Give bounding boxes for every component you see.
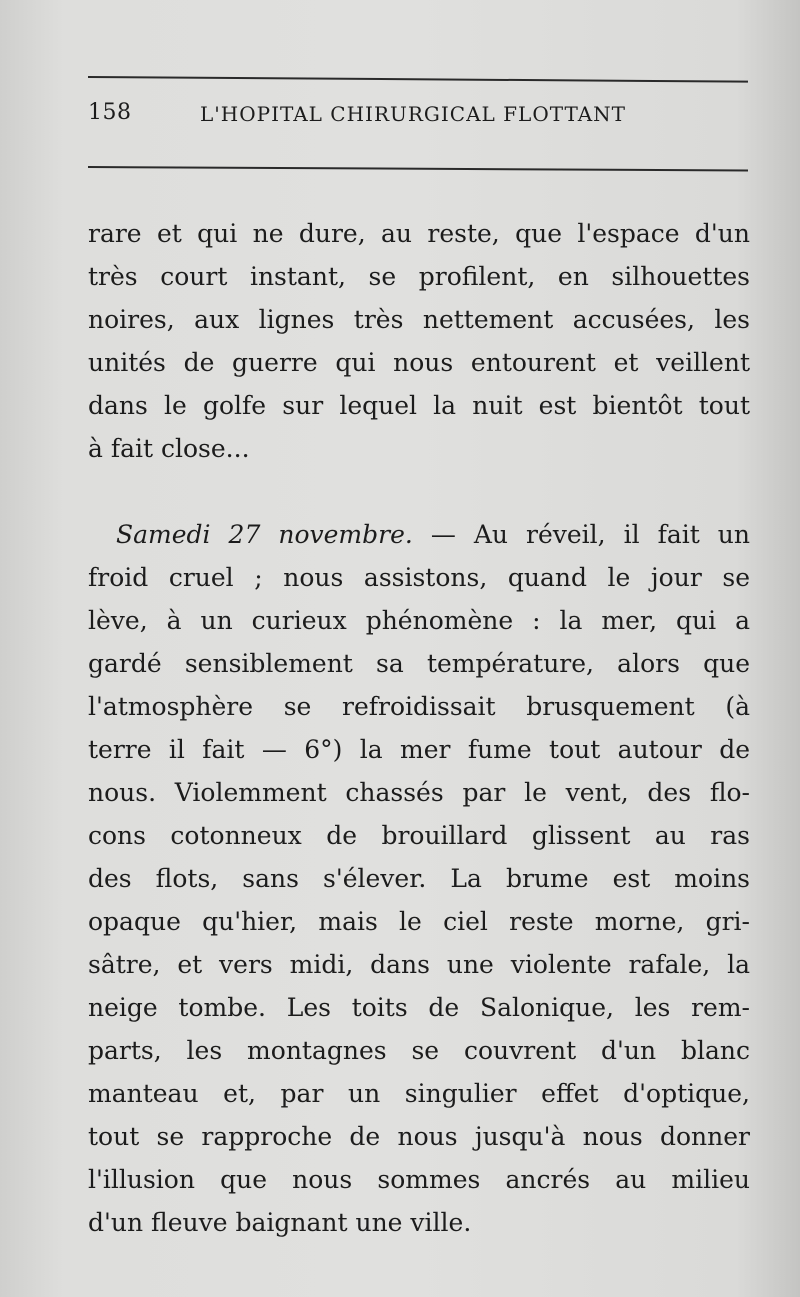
text-line: gardé sensiblement sa température, alors que — [88, 649, 750, 678]
text-line: parts, les montagnes se couvrent d'un blanc — [88, 1036, 750, 1065]
text-line: froid cruel ; nous assistons, quand le jour se — [88, 563, 750, 592]
text-line: l'illusion que nous sommes ancrés au milieu — [88, 1165, 750, 1194]
text-line: noires, aux lignes très nettement accusées, les — [88, 305, 750, 334]
text-line: sâtre, et vers midi, dans une violente rafale, la — [88, 950, 750, 979]
running-head — [88, 100, 748, 136]
text-line: d'un fleuve baignant une ville. — [88, 1208, 472, 1237]
text-line: des flots, sans s'élever. La brume est moins — [88, 864, 750, 893]
text-line: à fait close... — [88, 434, 250, 463]
text-line: tout se rapproche de nous jusqu'à nous donner — [88, 1122, 750, 1151]
text-line: cons cotonneux de brouillard glissent au ras — [88, 821, 750, 850]
text-line: unités de guerre qui nous entourent et veillent — [88, 348, 750, 377]
text-line: manteau et, par un singulier effet d'optique, — [88, 1079, 750, 1108]
text-line: lève, à un curieux phénomène : la mer, qui a — [88, 606, 750, 635]
header-top-rule — [88, 76, 748, 83]
body-text — [88, 212, 750, 1244]
text-line: neige tombe. Les toits de Salonique, les rem- — [88, 993, 750, 1022]
page-number: 158 — [88, 100, 132, 125]
text-line: nous. Violemment chassés par le vent, des flo- — [88, 778, 750, 807]
running-title: L'HOPITAL CHIRURGICAL FLOTTANT — [200, 102, 626, 126]
paragraph-2 — [88, 513, 750, 1244]
text-line: dans le golfe sur lequel la nuit est bientôt tout — [88, 391, 750, 420]
header-bottom-rule — [88, 166, 748, 171]
text-line: très court instant, se profilent, en silhouettes — [88, 262, 750, 291]
text-line: l'atmosphère se refroidissait brusquement (à — [88, 692, 750, 721]
text-line: terre il fait — 6°) la mer fume tout autour de — [88, 735, 750, 764]
paragraph-1 — [88, 212, 750, 470]
first-line-rest: — Au réveil, il fait un — [412, 520, 750, 549]
text-line: opaque qu'hier, mais le ciel reste morne, gri- — [88, 907, 750, 936]
date-label: Samedi 27 novembre. — [116, 520, 413, 549]
text-line: rare et qui ne dure, au reste, que l'espace d'un — [88, 219, 750, 248]
text-line-dated — [88, 513, 750, 556]
